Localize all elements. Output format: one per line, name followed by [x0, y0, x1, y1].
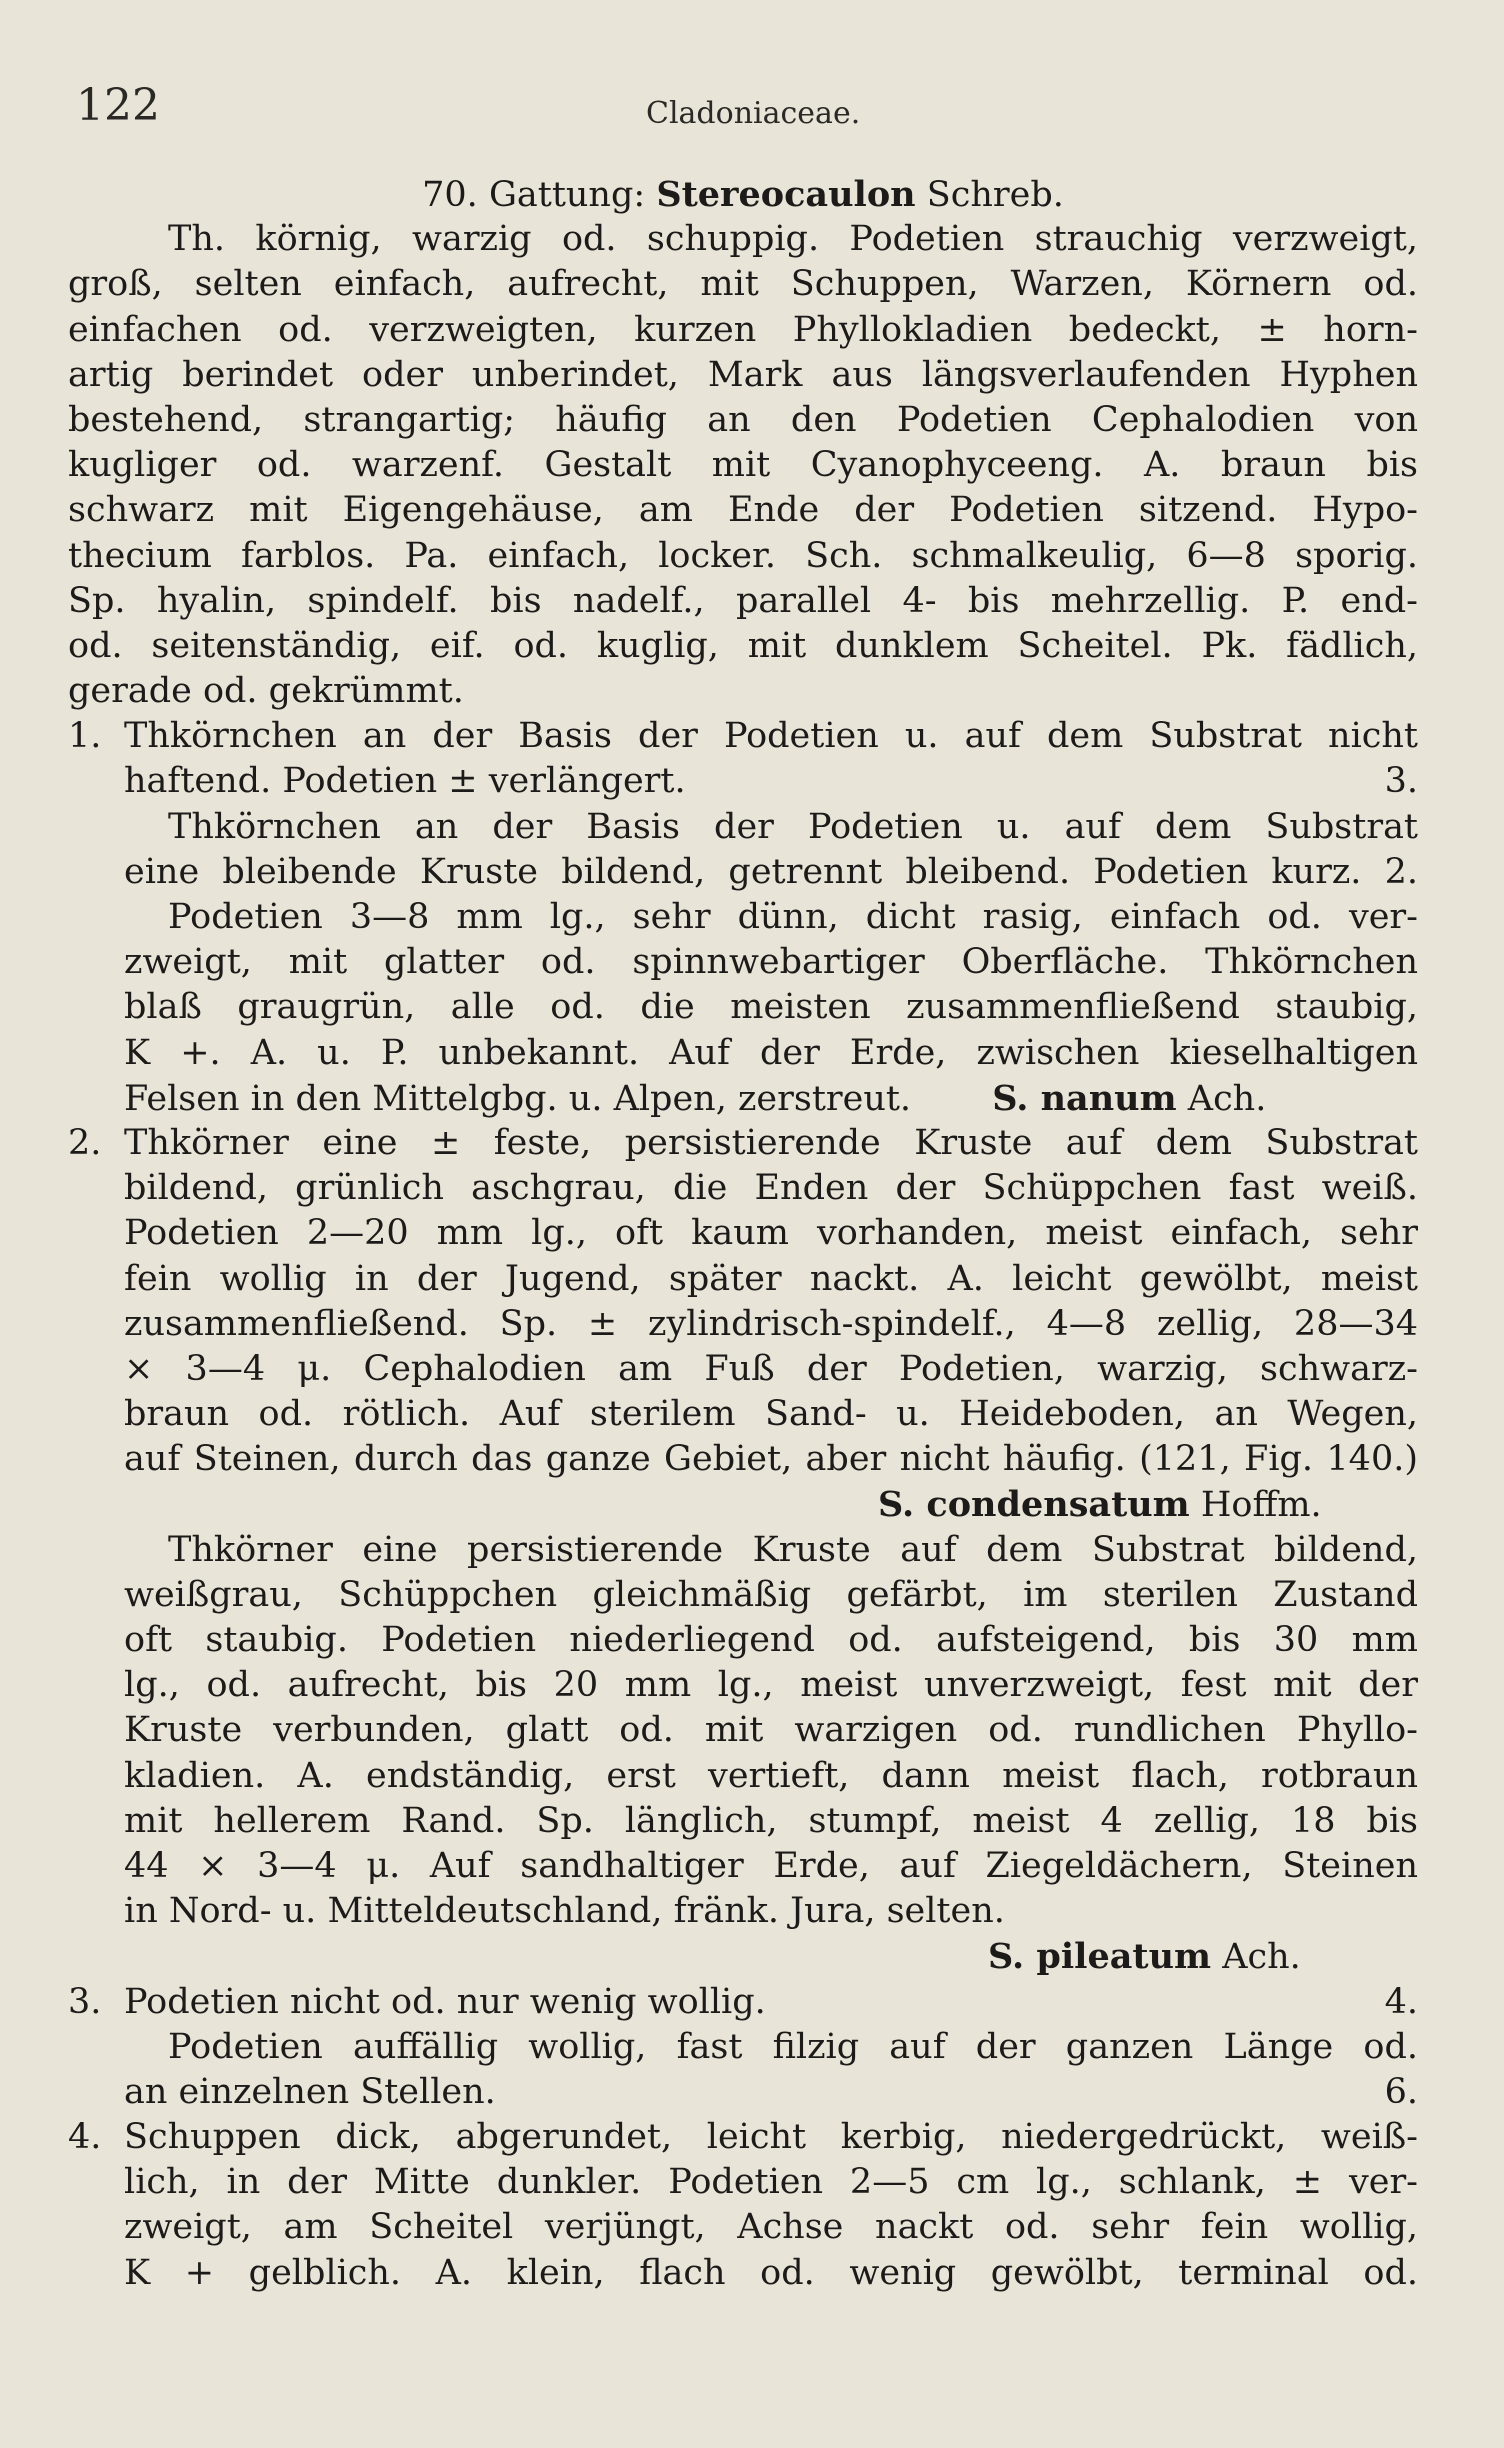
key-text: zweigt, am Scheitel verjüngt, Achse nackt od. sehr fein wollig,: [124, 2207, 1418, 2248]
body-text: [68, 172, 1418, 2296]
species-name: S. pileatum: [988, 1936, 1212, 1978]
condensatum-text: zusammenfließend. Sp. ± zylindrisch-spindelf., 4—8 zellig, 28—34: [124, 1303, 1418, 1344]
description-line: artig berindet oder unberindet, Mark aus längsverlaufenden Hyphen: [68, 354, 1418, 395]
key-text: Thkörnchen an der Basis der Podetien u. auf dem Substrat nicht: [124, 716, 1418, 757]
species-author: Hoffm.: [1200, 1485, 1322, 1526]
species-name: S. condensatum: [878, 1484, 1190, 1526]
condensatum-text: Podetien 2—20 mm lg., oft kaum vorhanden, meist einfach, sehr: [124, 1213, 1418, 1254]
genus-number: 70.: [422, 175, 478, 215]
nanum-text: Felsen in den Mittelgbg. u. Alpen, zerstreut.: [124, 1078, 912, 1119]
key-entry-4: [68, 2115, 1418, 2160]
key-text: lich, in der Mitte dunkler. Podetien 2—5 cm lg., schlank, ± ver-: [124, 2162, 1418, 2203]
condensatum-text: bildend, grünlich aschgrau, die Enden der Schüppchen fast weiß.: [124, 1168, 1418, 1209]
page-number: 122: [76, 80, 160, 131]
pileatum-text: in Nord- u. Mitteldeutschland, fränk. Jura, selten.: [124, 1891, 1005, 1932]
key-text: K + gelblich. A. klein, flach od. wenig gewölbt, terminal od.: [124, 2252, 1418, 2293]
condensatum-species-line: [68, 1482, 1418, 1527]
pileatum-text: Kruste verbunden, glatt od. mit warzigen od. rundlichen Phyllo-: [124, 1710, 1418, 1751]
condensatum-text: fein wollig in der Jugend, später nackt. A. leicht gewölbt, meist: [124, 1258, 1418, 1299]
description-line: kugliger od. warzenf. Gestalt mit Cyanophyceeng. A. braun bis: [68, 445, 1418, 486]
description-line: groß, selten einfach, aufrecht, mit Schuppen, Warzen, Körnern od.: [68, 264, 1418, 305]
key-number: 4.: [68, 2117, 102, 2158]
nanum-text: blaß graugrün, alle od. die meisten zusammenfließend staubig,: [124, 987, 1418, 1028]
pileatum-text: weißgrau, Schüppchen gleichmäßig gefärbt, im sterilen Zustand: [124, 1574, 1418, 1615]
genus-name: Stereocaulon: [656, 174, 916, 215]
key-entry-1: [68, 714, 1418, 759]
pileatum-text: Thkörner eine persistierende Kruste auf dem Substrat bildend,: [168, 1529, 1418, 1570]
description-line: od. seitenständig, eif. od. kuglig, mit dunklem Scheitel. Pk. fädlich,: [68, 625, 1418, 666]
pileatum-text: mit hellerem Rand. Sp. länglich, stumpf, meist 4 zellig, 18 bis: [124, 1800, 1418, 1841]
condensatum-text: Thkörner eine ± feste, persistierende Kruste auf dem Substrat: [124, 1122, 1418, 1163]
key-text: haftend. Podetien ± verlängert.: [124, 761, 686, 802]
key-goto: 4.: [1384, 1981, 1418, 2022]
condensatum-text: braun od. rötlich. Auf sterilem Sand- u. Heideboden, an Wegen,: [124, 1394, 1418, 1435]
key-goto: 3.: [1384, 761, 1418, 802]
key-number: 3.: [68, 1981, 102, 2022]
key-entry-3: [68, 1980, 1418, 2025]
description-line: einfachen od. verzweigten, kurzen Phyllokladien bedeckt, ± horn-: [68, 309, 1418, 350]
description-line: thecium farblos. Pa. einfach, locker. Sch. schmalkeulig, 6—8 sporig.: [68, 535, 1418, 576]
key-entry-3b: Podetien auffällig wollig, fast filzig auf der ganzen Länge od.: [168, 2026, 1418, 2067]
species-author: Ach.: [1222, 1937, 1301, 1978]
pileatum-text: kladien. A. endständig, erst vertieft, dann meist flach, rotbraun: [124, 1755, 1418, 1796]
key-text: an einzelnen Stellen.: [124, 2071, 496, 2112]
nanum-last-line: [68, 1076, 1418, 1121]
condensatum-text: × 3—4 μ. Cephalodien am Fuß der Podetien, warzig, schwarz-: [124, 1348, 1418, 1389]
pileatum-species-line: [68, 1934, 1418, 1979]
condensatum-text: auf Steinen, durch das ganze Gebiet, aber nicht häufig. (121, Fig. 140.): [124, 1439, 1418, 1480]
key-number: 1.: [68, 716, 102, 757]
key-entry-2: [68, 1121, 1418, 1166]
nanum-text: K +. A. u. P. unbekannt. Auf der Erde, zwischen kieselhaltigen: [124, 1032, 1418, 1073]
nanum-text: zweigt, mit glatter od. spinnwebartiger Oberfläche. Thkörnchen: [124, 942, 1418, 983]
description-line: Th. körnig, warzig od. schuppig. Podetien strauchig verzweigt,: [168, 219, 1418, 260]
key-entry-1b-cont: eine bleibende Kruste bildend, getrennt bleibend. Podetien kurz. 2.: [124, 851, 1418, 892]
genus-heading: [68, 172, 1418, 217]
description-line: schwarz mit Eigengehäuse, am Ende der Podetien sitzend. Hypo-: [68, 490, 1418, 531]
genus-author: Schreb.: [926, 175, 1064, 215]
genus-description: [68, 217, 1418, 714]
genus-label: Gattung:: [488, 175, 646, 215]
description-line: Sp. hyalin, spindelf. bis nadelf., parallel 4- bis mehrzellig. P. end-: [68, 580, 1418, 621]
species-author: Ach.: [1187, 1078, 1267, 1119]
key-text: Schuppen dick, abgerundet, leicht kerbig, niedergedrückt, weiß-: [124, 2117, 1418, 2158]
pileatum-text: lg., od. aufrecht, bis 20 mm lg., meist unverzweigt, fest mit der: [124, 1665, 1418, 1706]
species-name: S. nanum: [992, 1077, 1177, 1119]
description-line: gerade od. gekrümmt.: [68, 671, 464, 712]
key-goto: 6.: [1384, 2071, 1418, 2112]
key-entry-1-cont: [68, 759, 1418, 804]
key-entry-1b: Thkörnchen an der Basis der Podetien u. auf dem Substrat: [168, 806, 1418, 847]
pileatum-text: oft staubig. Podetien niederliegend od. aufsteigend, bis 30 mm: [124, 1620, 1418, 1660]
description-line: bestehend, strangartig; häufig an den Podetien Cephalodien von: [68, 399, 1418, 440]
page-header: [0, 80, 1504, 140]
running-title: Cladoniaceae.: [646, 96, 861, 131]
nanum-text: Podetien 3—8 mm lg., sehr dünn, dicht rasig, einfach od. ver-: [168, 897, 1418, 937]
key-entry-3b-cont: [68, 2070, 1418, 2115]
pileatum-text: 44 × 3—4 μ. Auf sandhaltiger Erde, auf Ziegeldächern, Steinen: [124, 1845, 1418, 1886]
key-text: Podetien nicht od. nur wenig wollig.: [124, 1981, 766, 2022]
key-number: 2.: [68, 1122, 102, 1163]
